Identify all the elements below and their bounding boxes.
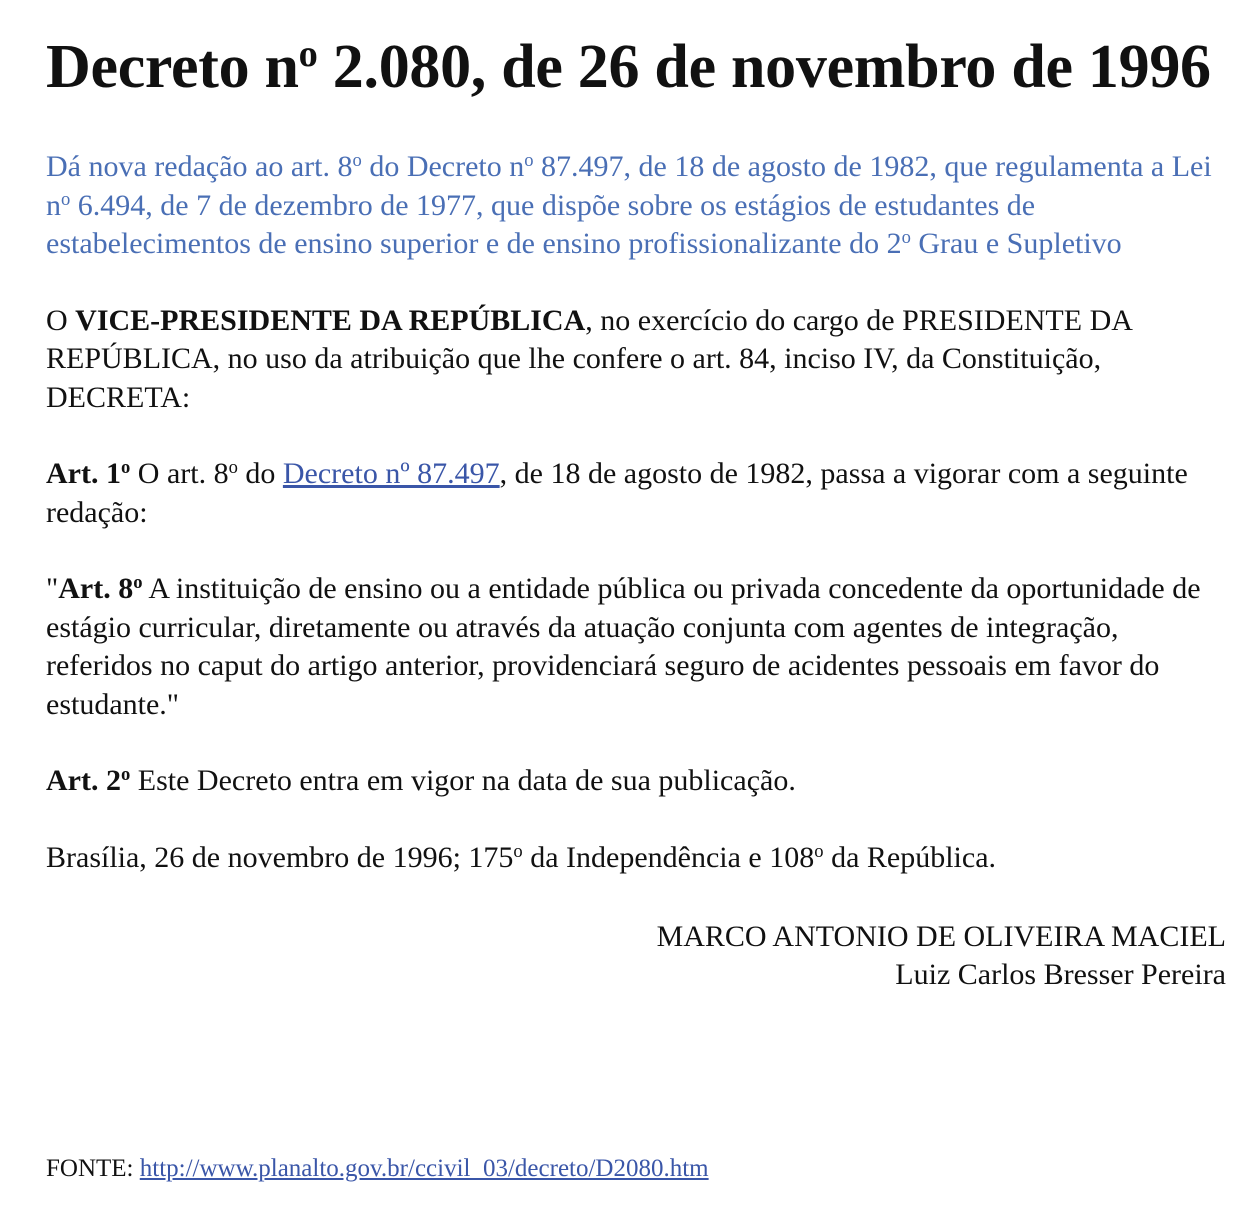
title-text-rest: 2.080, de 26 de novembro de 1996	[317, 33, 1211, 101]
title-text: Decreto n	[46, 33, 299, 101]
title-superscript: o	[298, 32, 318, 75]
article-1: Art. 1$^o$ O art. 8$^o$ do Decreto nº 87.497, de 18 de agosto de 1982, passa a vigorar com a seguinte redação:	[46, 456, 1188, 529]
article-8-quote: "Art. 8$^o$ A instituição de ensino ou a entidade pública ou privada concedente da oportunidade de estágio curricular, diretamente ou através da atuação conjunta com agentes de integração, referidos no caput do artigo anterior, providenciará seguro de acidentes pessoais em favor do estudante."	[46, 571, 1201, 721]
article-2: Art. 2$^o$ Este Decreto entra em vigor na data de sua publicação.	[46, 763, 796, 797]
signature-minister: Luiz Carlos Bresser Pereira	[895, 958, 1226, 991]
decreto-87497-link[interactable]: Decreto nº 87.497	[282, 457, 500, 490]
page-title	[46, 30, 1226, 104]
source-url-link[interactable]: http://www.planalto.gov.br/ccivil_03/decreto/D2080.htm	[139, 1155, 709, 1182]
ementa-summary: Dá nova redação ao art. 8$^o$ do Decreto $n^o$ 87.497, de 18 de agosto de 1982, que regulamenta a Lei $n^o$ 6.494, de 7 de dezembro de 1977, que dispõe sobre os estágios de estudantes de estabelecimentos de ensino superior e de ensino profissionalizante do 2$^o$ Grau e Supletivo	[46, 149, 1212, 260]
article-8-label: Art. 8$^o$	[58, 571, 143, 605]
preamble-authority: VICE-PRESIDENTE DA REPÚBLICA	[75, 303, 586, 337]
signatures-block	[46, 918, 1226, 994]
place-and-date: Brasília, 26 de novembro de 1996; 175$^o$ da Independência e 108$^o$ da República.	[46, 840, 997, 874]
source-line	[46, 1154, 709, 1184]
article-1-label: Art. 1$^o$	[46, 456, 131, 490]
preamble-paragraph: O VICE-PRESIDENTE DA REPÚBLICA, no exercício do cargo de PRESIDENTE DA REPÚBLICA, no uso da atribuição que lhe confere o art. 84, inciso IV, da Constituição, DECRETA:	[46, 303, 1132, 414]
source-label: FONTE:	[46, 1155, 140, 1182]
signature-vice-president: MARCO ANTONIO DE OLIVEIRA MACIEL	[656, 920, 1226, 953]
article-2-label: Art. 2$^o$	[46, 763, 131, 797]
